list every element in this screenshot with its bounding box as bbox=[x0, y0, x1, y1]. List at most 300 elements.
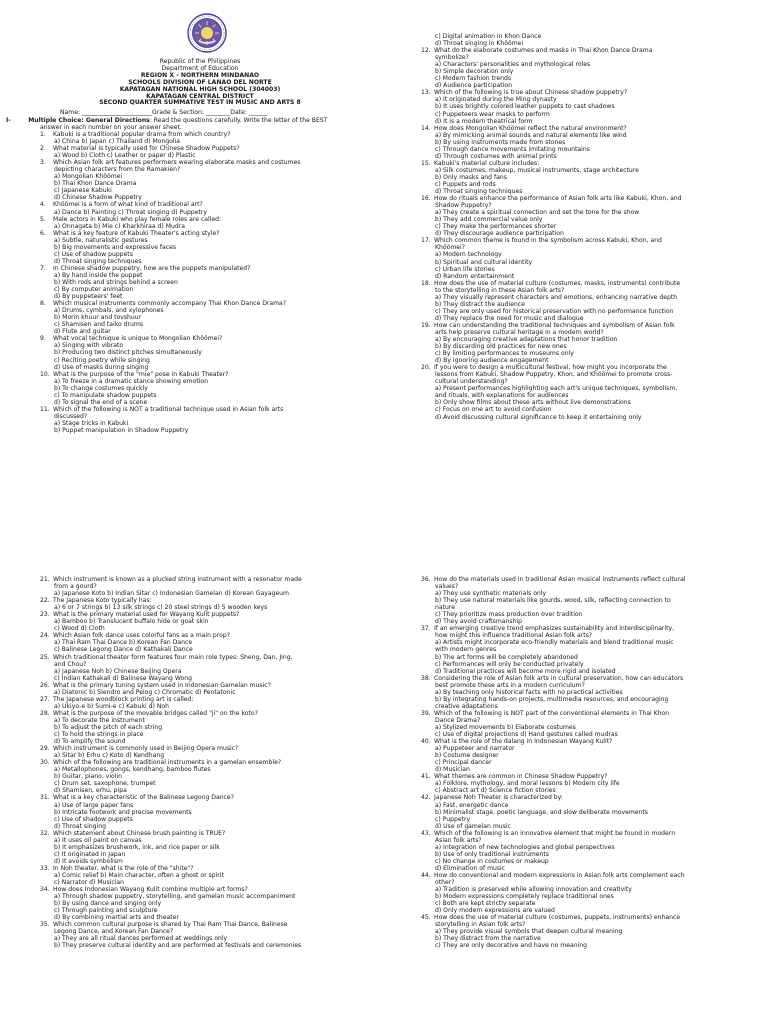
question-number: 8. bbox=[40, 300, 46, 308]
answer-option: c) Focus on one art to avoid confusion bbox=[435, 406, 552, 414]
question-number: 37. bbox=[421, 625, 431, 633]
answer-option: c) Puppetry bbox=[435, 815, 471, 823]
question-item bbox=[40, 759, 392, 766]
header-line: REGION X - NORTHERN MINDANAO bbox=[140, 71, 260, 79]
question-item bbox=[40, 230, 392, 237]
answer-option: a) By hand inside the puppet bbox=[54, 271, 143, 279]
question-item bbox=[40, 886, 392, 893]
question-item bbox=[421, 89, 761, 96]
answer-option: c) Principal dancer bbox=[435, 759, 492, 767]
directions-title: Multiple Choice: General Directions bbox=[28, 117, 150, 124]
answer-option: a) Stage tricks in Kabuki bbox=[54, 419, 129, 427]
question-text: What do the elaborate costumes and masks in Thai Khon Dance Drama bbox=[434, 47, 653, 55]
question-item bbox=[421, 675, 761, 682]
question-text-cont: Dance Drama? bbox=[435, 716, 481, 724]
answer-option: a) Modern technology bbox=[435, 251, 502, 259]
question-item bbox=[40, 632, 392, 639]
question-text-cont: Shadow Puppetry? bbox=[435, 202, 492, 210]
question-text-cont: Khöömei? bbox=[435, 244, 465, 252]
question-number: 33. bbox=[40, 864, 50, 872]
question-text: How does Mongolian Khöömei reflect the natural environment? bbox=[434, 124, 627, 132]
answer-option: c) Use of shadow puppets bbox=[54, 815, 133, 823]
answer-option: c) Puppeteers wear masks to perform bbox=[435, 110, 550, 118]
answer-option: c) They are only used for historical preservation with no performance function bbox=[435, 307, 674, 315]
question-item bbox=[40, 265, 392, 272]
answer-option: d) Random entertainment bbox=[435, 272, 515, 280]
question-text-cont: Asian folk arts? bbox=[435, 836, 482, 844]
question-number: 17. bbox=[421, 237, 431, 245]
answer-option: b) They preserve cultural identity and are performed at festivals and ceremonies bbox=[54, 942, 302, 950]
question-text: Which of the following are traditional instruments in a gamelan ensemble? bbox=[53, 759, 282, 767]
question-text: Khöömei is a form of what kind of traditional art? bbox=[53, 201, 203, 209]
answer-option: a) Puppeteer and narrator bbox=[435, 745, 515, 753]
answer-option: a) Ukiyo-e b) Sumi-e c) Kabuki d) Noh bbox=[54, 702, 169, 710]
answer-option: b) They distract the audience bbox=[435, 300, 525, 308]
answer-option: b) Modern expressions completely replace traditional ones bbox=[435, 893, 614, 901]
question-text: Which musical instruments commonly accompany Thai Khon Dance Drama? bbox=[53, 300, 287, 308]
answer-option: b) Intricate footwork and precise movements bbox=[54, 808, 192, 816]
question-number: 1. bbox=[40, 131, 46, 138]
question-text: What is a key feature of Kabuki Theater's acting style? bbox=[53, 229, 220, 237]
question-text: Which of the following is NOT part of the conventional elements in Thai Khon bbox=[434, 709, 670, 717]
answer-option: c) Puppets and rods bbox=[435, 180, 496, 188]
answer-option: d) Traditional practices will become more rigid and isolated bbox=[435, 667, 616, 675]
answer-option: d) Audience participation bbox=[435, 82, 512, 90]
answer-option: b) Only masks and fans bbox=[435, 173, 507, 181]
question-text: Which of the following is true about Chinese shadow puppetry? bbox=[434, 89, 628, 97]
question-text: How do rituals enhance the performance of Asian folk arts like Kabuki, Khon, and bbox=[434, 195, 682, 203]
answer-option: a) They visually represent characters and emotions, enhancing narrative depth bbox=[435, 293, 678, 301]
answer-option: d) Throat singing bbox=[54, 822, 106, 830]
question-number: 31. bbox=[40, 794, 50, 802]
answer-option: a) Fast, energetic dance bbox=[435, 801, 509, 809]
directions-text: : Read the questions carefully. Write the letter of the BEST bbox=[149, 117, 328, 124]
answer-option: d) By combining martial arts and theater bbox=[54, 914, 179, 922]
question-text: Considering the role of Asian folk arts in cultural preservation, how can educators bbox=[434, 674, 684, 682]
school-header bbox=[0, 59, 400, 107]
answer-option: a) By teaching only historical facts with no practical activities bbox=[435, 688, 623, 696]
question-text-cont: how might this influence traditional Asian folk arts? bbox=[435, 632, 593, 640]
answer-option: c) Through painting and sculpture bbox=[54, 907, 158, 915]
question-number: 22. bbox=[40, 597, 50, 605]
answer-option: a) 6 or 7 strings b) 13 silk strings c) 20 steel strings d) 5 wooden keys bbox=[54, 604, 268, 612]
answer-option: c) Shamisen and taiko drums bbox=[54, 321, 144, 329]
question-item bbox=[40, 745, 392, 752]
answer-option: a) China b) Japan c) Thailand d) Mongolia bbox=[54, 138, 181, 146]
question-text-cont: nature bbox=[435, 604, 455, 612]
answer-option: b) By using dance and singing only bbox=[54, 900, 162, 908]
question-text: Which statement about Chinese brush painting is TRUE? bbox=[53, 829, 226, 837]
question-text-cont: with modern genres bbox=[435, 646, 497, 654]
question-number: 28. bbox=[40, 709, 50, 717]
question-text: Which instrument is known as a plucked string instrument with a resonator made bbox=[53, 576, 302, 583]
question-text: In Chinese shadow puppetry, how are the puppets manipulated? bbox=[53, 264, 251, 272]
question-number: 39. bbox=[421, 709, 431, 717]
question-text-cont: best promote these arts in a modern curriculum? bbox=[435, 681, 585, 689]
answer-option: c) Modern fashion trends bbox=[435, 75, 512, 83]
test-page-2 bbox=[0, 574, 768, 1024]
answer-option: a) Stylized movements b) Elaborate costumes bbox=[435, 723, 576, 731]
question-item bbox=[421, 237, 761, 244]
question-number: 20. bbox=[421, 364, 431, 372]
question-number: 5. bbox=[40, 215, 46, 223]
answer-option: a) It uses oil paint on canvas bbox=[54, 836, 142, 844]
question-item bbox=[40, 710, 392, 717]
answer-option: a) By encouraging creative adaptations that honor tradition bbox=[435, 336, 618, 344]
question-text: How does the use of material culture (costumes, masks, instruments) contribute bbox=[434, 279, 681, 287]
question-number: 29. bbox=[40, 745, 50, 753]
question-number: 16. bbox=[421, 195, 431, 203]
answer-option: a) Wood b) Cloth c) Leather or paper d) Plastic bbox=[54, 152, 196, 160]
answer-option: d) By ignoring audience engagement bbox=[435, 357, 549, 365]
answer-option: b) Big movements and expressive faces bbox=[54, 243, 177, 251]
answer-option: b) By integrating hands-on projects, multimedia resources, and encouraging bbox=[435, 695, 669, 703]
question-item bbox=[40, 682, 392, 689]
answer-option: d) Flute and guitar bbox=[54, 328, 111, 336]
question-text: What vocal technique is unique to Mongolian Khöömei? bbox=[53, 335, 223, 343]
answer-option: d) Avoid discussing cultural significance to keep it entertaining only bbox=[435, 413, 642, 421]
answer-option: a) Integration of new technologies and global perspectives bbox=[435, 843, 615, 851]
answer-option: a) Mongolian Khöömei bbox=[54, 173, 123, 181]
question-text: How does Indonesian Wayang Kulit combine multiple art forms? bbox=[53, 886, 248, 894]
question-item bbox=[40, 145, 392, 152]
question-text-cont: discussed? bbox=[54, 412, 88, 420]
question-item bbox=[421, 160, 761, 167]
question-number: 12. bbox=[421, 47, 431, 55]
answer-option: d) They avoid craftsmanship bbox=[435, 618, 522, 626]
question-number: 36. bbox=[421, 576, 431, 583]
question-text-cont: depicting characters from the Ramakien? bbox=[54, 166, 181, 174]
question-text: What themes are common in Chinese Shadow Puppetry? bbox=[434, 773, 608, 781]
question-text-cont: cultural understanding? bbox=[435, 378, 508, 386]
question-text-cont: symbolize? bbox=[435, 54, 469, 62]
answer-option: c) To manipulate shadow puppets bbox=[54, 391, 157, 399]
answer-option: b) Puppet manipulation in Shadow Puppetry bbox=[54, 426, 189, 434]
answer-option: c) Through dance movements imitating mountains bbox=[435, 145, 590, 153]
answer-option: b) Morin khuur and tovshuur bbox=[54, 314, 142, 322]
question-number: 42. bbox=[421, 794, 431, 802]
answer-option: a) They are all ritual dances performed at weddings only bbox=[54, 935, 228, 943]
question-text: Kabuki's material culture includes: bbox=[434, 159, 540, 167]
question-text: What is the role of the dalang in Indonesian Wayang Kulit? bbox=[434, 738, 613, 746]
question-item bbox=[40, 406, 392, 413]
answer-option: c) Wood d) Cloth bbox=[54, 625, 105, 633]
answer-option: b) By discarding old practices for new ones bbox=[435, 343, 567, 351]
question-item bbox=[40, 597, 392, 604]
question-text: What is the purpose of the movable bridges called "ji" on the koto? bbox=[53, 709, 258, 717]
question-text-cont: from a gourd? bbox=[54, 583, 97, 591]
question-number: 10. bbox=[40, 370, 50, 378]
question-item bbox=[421, 872, 761, 879]
answer-option: b) They distract from the narrative bbox=[435, 935, 541, 943]
answer-option: a) They create a spiritual connection and set the tone for the show bbox=[435, 209, 640, 217]
answer-option: c) Urban life stories bbox=[435, 265, 495, 273]
answer-option: a) They provide visual symbols that deepen cultural meaning bbox=[435, 928, 623, 936]
answer-option: a) Use of large paper fans bbox=[54, 801, 134, 809]
question-text: Which traditional theater form features four main role types: Sheng, Dan, Jing, bbox=[53, 653, 293, 661]
answer-option: b) Simple decoration only bbox=[435, 68, 514, 76]
question-item bbox=[421, 794, 761, 801]
answer-option: c) They prioritize mass production over tradition bbox=[435, 611, 583, 619]
answer-option: c) Narrator d) Musician bbox=[54, 879, 124, 887]
answer-option: b) Costume designer bbox=[435, 752, 499, 760]
question-text: Male actors in Kabuki who play female roles are called: bbox=[53, 215, 222, 223]
answer-option: c) By computer animation bbox=[54, 286, 134, 294]
question-text: The Japanese Koto typically has: bbox=[53, 597, 152, 605]
header-line: Republic of the Philippines bbox=[159, 58, 241, 65]
answer-option: a) Singing with vibrato bbox=[54, 342, 124, 350]
answer-option: b) Producing two distinct pitches simultaneously bbox=[54, 349, 202, 357]
answer-option: b) Guitar, piano, violin bbox=[54, 773, 122, 781]
question-number: 38. bbox=[421, 674, 431, 682]
question-text: What is the primary material used for Wayang Kulit puppets? bbox=[53, 611, 240, 619]
answer-option: a) Bamboo b) Translucent buffalo hide or goat skin bbox=[54, 618, 209, 626]
answer-option: a) Present performances highlighting each art's unique techniques, symbolism, bbox=[435, 385, 678, 393]
answer-option: d) Use of gamelan music bbox=[435, 822, 511, 830]
question-number: 41. bbox=[421, 773, 431, 781]
question-text-cont: and Chou? bbox=[54, 660, 87, 668]
answer-option: c) It originated in Japan bbox=[54, 850, 126, 858]
test-title: SECOND QUARTER SUMMATIVE TEST IN MUSIC AND ARTS 8 bbox=[99, 99, 301, 107]
header-line: KAPATAGAN NATIONAL HIGH SCHOOL (304003) bbox=[119, 85, 281, 93]
answer-option: b) To change costumes quickly bbox=[54, 384, 148, 392]
answer-option: c) Digital animation in Khon Dance bbox=[435, 33, 542, 40]
question-number: 27. bbox=[40, 695, 50, 703]
question-number: 14. bbox=[421, 124, 431, 132]
answer-option: b) By using instruments made from stones bbox=[435, 138, 566, 146]
answer-option: a) Metallophones, gongs, kendhang, bamboo flutes bbox=[54, 766, 211, 774]
answer-option: a) Through shadow puppetry, storytelling, and gamelan music accompaniment bbox=[54, 893, 296, 901]
question-item bbox=[40, 576, 392, 583]
question-number: 15. bbox=[421, 159, 431, 167]
answer-option: c) Drum set, saxophone, trumpet bbox=[54, 780, 156, 788]
question-number: 13. bbox=[421, 89, 431, 97]
question-text: Which of the following is NOT a traditional technique used in Asian folk arts bbox=[53, 405, 284, 413]
question-number: 45. bbox=[421, 914, 431, 922]
answer-option: a) Onnagata b) Mie c) Kharkhiraa d) Mudra bbox=[54, 222, 185, 230]
answer-option: d) To amplify the sound bbox=[54, 738, 126, 746]
question-number: 35. bbox=[40, 921, 50, 929]
answer-option: b) Thai Khon Dance Drama bbox=[54, 180, 137, 188]
question-number: 4. bbox=[40, 201, 46, 209]
question-number: 43. bbox=[421, 829, 431, 837]
answer-option: d) Through costumes with animal prints bbox=[435, 152, 557, 160]
question-number: 40. bbox=[421, 738, 431, 746]
answer-option: c) Use of shadow puppets bbox=[54, 250, 133, 258]
answer-option: d) Throat singing techniques bbox=[54, 257, 142, 265]
question-number: 30. bbox=[40, 759, 50, 767]
question-item bbox=[40, 794, 392, 801]
answer-option: d) Throat singing in Khöömei bbox=[435, 40, 524, 48]
answer-option: c) Both are kept strictly separate bbox=[435, 900, 536, 908]
answer-option: b) It emphasizes brushwork, ink, and rice paper or silk bbox=[54, 843, 220, 851]
answer-option: d) It avoids symbolism bbox=[54, 857, 123, 865]
answer-option: d) By puppeteers' feet bbox=[54, 293, 123, 301]
answer-option: c) No change in costumes or makeup bbox=[435, 857, 549, 865]
question-text: Which common theme is found in the symbolism across Kabuki, Khon, and bbox=[434, 237, 662, 245]
question-text: What material is typically used for Chinese Shadow Puppets? bbox=[53, 145, 240, 153]
answer-option: d) They discourage audience participation bbox=[435, 230, 564, 238]
name-grade-date-line: Name: _______________________Grade & Section: ________Date: ______ bbox=[60, 109, 268, 116]
question-item bbox=[421, 364, 761, 371]
answer-option: d) They replace the need for music and dialogue bbox=[435, 314, 584, 322]
question-item bbox=[421, 322, 761, 329]
question-text: Japanese Noh Theater is characterized by: bbox=[434, 794, 563, 802]
answer-option: c) Reciting poetry while singing bbox=[54, 356, 150, 364]
question-item bbox=[40, 201, 392, 208]
question-item bbox=[421, 125, 761, 132]
question-text-cont: arts help preserve cultural heritage in a modern world? bbox=[435, 328, 604, 336]
question-number: 3. bbox=[40, 159, 46, 167]
question-number: 26. bbox=[40, 681, 50, 689]
answer-option: b) It uses brightly colored leather puppets to cast shadows bbox=[435, 103, 615, 111]
question-text-cont: and rituals, with explanations for audiences bbox=[435, 392, 569, 400]
answer-option: a) They use synthetic materials only bbox=[435, 590, 547, 598]
answer-option: c) They make the performances shorter bbox=[435, 223, 557, 231]
answer-option: b) Use of only traditional instruments bbox=[435, 850, 549, 858]
questions-12-20 bbox=[421, 33, 761, 421]
section-numeral: I- bbox=[6, 117, 11, 124]
question-item bbox=[421, 625, 761, 632]
question-text: What is the primary tuning system used in Indonesian Gamelan music? bbox=[53, 681, 271, 689]
answer-option: b) The art forms will be completely abandoned bbox=[435, 653, 578, 661]
answer-option: a) Drums, cymbals, and xylophones bbox=[54, 307, 164, 315]
question-number: 21. bbox=[40, 576, 50, 583]
answer-option: b) They use natural materials like gourds, wood, silk, reflecting connection to bbox=[435, 597, 671, 605]
questions-21-35 bbox=[40, 576, 392, 949]
question-item bbox=[421, 710, 761, 717]
page-gap bbox=[0, 560, 768, 574]
question-text: If you were to design a multicultural festival, how might you incorporate the bbox=[434, 364, 667, 372]
answer-option: c) Balinese Legong Dance d) Kathakali Dance bbox=[54, 646, 193, 654]
question-number: 32. bbox=[40, 829, 50, 837]
question-item bbox=[421, 47, 761, 54]
question-text-cont: values? bbox=[435, 583, 459, 591]
question-item bbox=[40, 830, 392, 837]
answer-option: d) It is a modern theatrical form bbox=[435, 117, 533, 125]
question-text-cont: to the storytelling in these Asian folk arts? bbox=[435, 286, 565, 294]
answer-option: d) Use of masks during singing bbox=[54, 363, 149, 371]
question-item bbox=[40, 159, 392, 166]
question-item bbox=[40, 921, 392, 928]
question-text: The Japanese woodblock printing art is called: bbox=[53, 695, 194, 703]
answer-option: b) To adjust the pitch of each string bbox=[54, 723, 163, 731]
answer-option: c) Indian Kathakali d) Balinese Wayang Wong bbox=[54, 674, 192, 682]
answer-option: d) To signal the end of a scene bbox=[54, 398, 148, 406]
question-number: 44. bbox=[421, 871, 431, 879]
question-text: Which of the following is an innovative element that might be found in modern bbox=[434, 829, 676, 837]
question-text-cont: lessons from Kabuki, Shadow Puppetry, Khon, and Khöömei to promote cross- bbox=[435, 371, 673, 379]
question-text: Kabuki is a traditional popular drama from which country? bbox=[53, 131, 231, 138]
question-text-cont: storytelling in Asian folk arts? bbox=[435, 921, 526, 929]
question-text: What is the purpose of the "mie" pose in Kabuki Theater? bbox=[53, 370, 229, 378]
answer-option: a) Japanese Noh b) Chinese Beijing Opera bbox=[54, 667, 182, 675]
answer-option: d) Only modern expressions are valued bbox=[435, 907, 555, 915]
question-text: Which instrument is commonly used in Beijing Opera music? bbox=[53, 745, 239, 753]
answer-option: d) Musician bbox=[435, 766, 470, 774]
answer-option: a) Diatonic b) Slendro and Pelog c) Chromatic d) Pentatonic bbox=[54, 688, 236, 696]
answer-option: c) Abstract art d) Science fiction stories bbox=[435, 787, 556, 795]
answer-option: a) Tradition is preserved while allowing innovation and creativity bbox=[435, 886, 632, 894]
questions-36-45 bbox=[421, 576, 761, 949]
question-item bbox=[421, 830, 761, 837]
answer-option: a) Folklore, mythology, and moral lessons b) Modern city life bbox=[435, 780, 620, 788]
question-text: What is a key characteristic of the Balinese Legong Dance? bbox=[53, 794, 234, 802]
question-text: In Noh theater, what is the role of the "shite"? bbox=[53, 864, 194, 872]
question-number: 25. bbox=[40, 653, 50, 661]
answer-option: b) Minimalist stage, poetic language, and slow deliberate movements bbox=[435, 808, 648, 816]
question-text: How do conventional and modern expressions in Asian folk arts complement each bbox=[434, 871, 685, 879]
answer-option: a) Artists might incorporate eco-friendly materials and blend traditional music bbox=[435, 639, 674, 647]
question-text: Which common cultural purpose is shared by Thai Ram Thai Dance, Balinese bbox=[53, 921, 288, 929]
question-item bbox=[40, 865, 392, 872]
answer-option: a) To decorate the instrument bbox=[54, 716, 145, 724]
question-item bbox=[40, 216, 392, 223]
question-number: 9. bbox=[40, 335, 46, 343]
question-item bbox=[40, 611, 392, 618]
question-text: How do the materials used in traditional Asian musical instruments reflect cultural bbox=[434, 576, 686, 583]
answer-option: c) Performances will only be conducted privately bbox=[435, 660, 584, 668]
question-item bbox=[40, 371, 392, 378]
answer-option: a) Characters' personalities and mythological roles bbox=[435, 61, 591, 69]
question-item bbox=[40, 696, 392, 703]
question-item bbox=[421, 914, 761, 921]
header-line: Department of Education bbox=[161, 64, 239, 72]
answer-option: a) By mimicking animal sounds and natural elements like wind bbox=[435, 131, 627, 139]
deped-seal-icon bbox=[187, 13, 227, 53]
question-text: Which Asian folk art features performers wearing elaborate masks and costumes bbox=[53, 159, 301, 167]
question-number: 6. bbox=[40, 229, 46, 237]
question-text-cont: creative adaptations bbox=[435, 702, 498, 710]
directions-text-cont: answer in each number on your answer sheet. bbox=[40, 124, 182, 131]
answer-option: a) To freeze in a dramatic stance showing emotion bbox=[54, 377, 209, 385]
question-item bbox=[40, 335, 392, 342]
question-text: How can understanding the traditional techniques and symbolism of Asian folk bbox=[434, 321, 675, 329]
answer-option: d) Elimination of music bbox=[435, 864, 506, 872]
question-item bbox=[40, 300, 392, 307]
header-line: SCHOOLS DIVISION OF LANAO DEL NORTE bbox=[128, 78, 272, 86]
answer-option: a) Comic relief b) Main character, often a ghost or spirit bbox=[54, 871, 224, 879]
question-item bbox=[40, 131, 392, 138]
answer-option: c) Use of digital projections d) Hand gestures called mudras bbox=[435, 731, 618, 739]
question-number: 11. bbox=[40, 405, 50, 413]
question-item bbox=[421, 738, 761, 745]
question-item bbox=[421, 195, 761, 202]
question-text: How does the use of material culture (costumes, puppets, instruments) enhance bbox=[434, 914, 681, 922]
answer-option: a) Sitar b) Erhu c) Koto d) Kendhang bbox=[54, 752, 165, 760]
question-item bbox=[421, 576, 761, 583]
general-directions bbox=[6, 117, 327, 131]
question-text-cont: Legong Dance, and Korean Fan Dance? bbox=[54, 928, 174, 936]
answer-option: c) To hold the strings in place bbox=[54, 731, 144, 739]
answer-option: d) Shamisen, erhu, pipa bbox=[54, 787, 127, 795]
answer-option: a) Subtle, naturalistic gestures bbox=[54, 236, 148, 244]
answer-option: d) Chinese Shadow Puppetry bbox=[54, 194, 142, 202]
answer-option: c) By limiting performances to museums only bbox=[435, 350, 574, 358]
answer-option: a) Japanese Koto b) Indian Sitar c) Indonesian Gamelan d) Korean Gayageum bbox=[54, 590, 289, 598]
question-item bbox=[421, 280, 761, 287]
question-number: 24. bbox=[40, 632, 50, 640]
question-item bbox=[421, 773, 761, 780]
question-number: 19. bbox=[421, 321, 431, 329]
question-number: 2. bbox=[40, 145, 46, 153]
question-number: 7. bbox=[40, 264, 46, 272]
question-item bbox=[40, 654, 392, 661]
answer-option: b) They add commercial value only bbox=[435, 216, 543, 224]
answer-option: c) Japanese Kabuki bbox=[54, 187, 112, 195]
answer-option: b) Only show films about these arts without live demonstrations bbox=[435, 399, 631, 407]
question-text: Which Asian folk dance uses colorful fans as a main prop? bbox=[53, 632, 230, 640]
